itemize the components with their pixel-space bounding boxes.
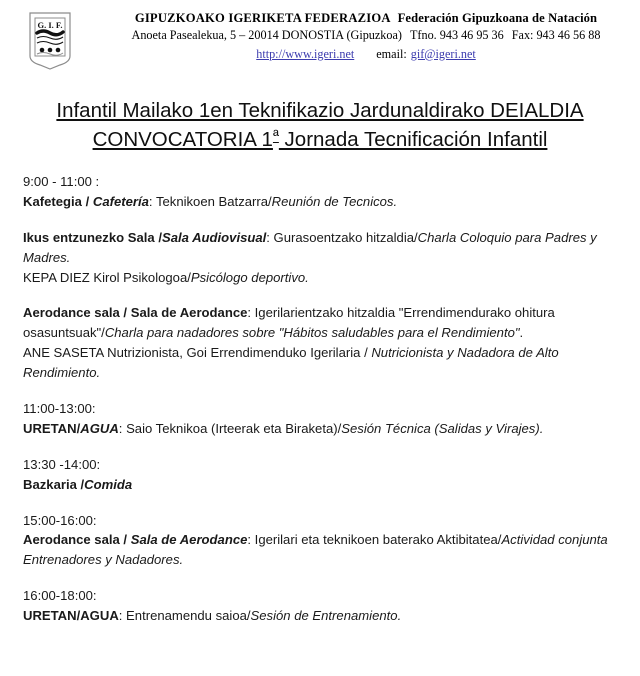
entry-line: [23, 606, 608, 626]
text-run: Sesión de Entrenamiento.: [250, 608, 402, 624]
text-run: Charla para nadadores sobre "Hábitos saludables para el Rendimiento": [104, 325, 520, 341]
schedule-entry: [23, 511, 608, 571]
contact-line: [100, 27, 632, 45]
organization-names: [100, 10, 632, 27]
text-run: Nutricionista y Nadadora de Alto Rendimiento.: [23, 345, 559, 381]
entry-line: [23, 419, 608, 439]
text-run: Aerodance sala /: [23, 532, 131, 548]
org-name-spanish: Federación Gipuzkoana de Natación: [397, 11, 598, 25]
document-title: [0, 96, 640, 154]
title-ordinal-marker: ª: [272, 128, 279, 145]
svg-text:G. I. F.: G. I. F.: [37, 20, 63, 30]
entry-line: [23, 343, 608, 383]
text-run: ANE SASETA Nutrizionista, Goi Errendimenduko Igerilaria /: [23, 345, 372, 361]
entry-time: 13:30 -14:00:: [23, 456, 101, 472]
address: Anoeta Pasealekua, 5 – 20014 DONOSTIA (Gipuzkoa): [131, 28, 402, 42]
entry-time: 16:00-18:00:: [23, 588, 97, 604]
letterhead: [0, 10, 640, 70]
text-run: Ikus entzunezko Sala /: [23, 229, 162, 245]
text-run: : Saio Teknikoa (Irteerak eta Biraketa)/: [118, 420, 342, 436]
text-run: : Entrenamendu saioa/: [118, 608, 251, 624]
website-link[interactable]: http://www.igeri.net: [256, 46, 355, 61]
text-run: Actividad conjunta Entrenadores y Nadadores.: [23, 532, 608, 568]
text-run: Aerodance sala / Sala de Aerodance: [23, 305, 248, 321]
text-run: Kafetegia /: [23, 193, 93, 209]
text-run: AGUA: [80, 420, 119, 436]
schedule-entry: [23, 303, 608, 383]
schedule-entry: [23, 399, 608, 439]
schedule-entry: [23, 586, 608, 626]
text-run: .: [519, 325, 524, 341]
text-run: Reunión de Tecnicos.: [271, 193, 398, 209]
phone: Tfno. 943 46 95 36: [409, 28, 504, 42]
title-text-basque: Infantil Mailako 1en Teknifikazio Jardunaldirako DEIALDIA: [56, 99, 584, 122]
text-run: URETAN/: [23, 420, 81, 436]
text-run: Psicólogo deportivo.: [190, 269, 309, 285]
schedule-entry: [23, 455, 608, 495]
fax: Fax: 943 46 56 88: [511, 28, 601, 42]
entry-line: [23, 530, 608, 570]
text-run: Comida: [84, 476, 133, 492]
text-run: Sesión Técnica (Salidas y Virajes).: [341, 420, 544, 436]
federation-logo: [0, 10, 100, 70]
web-contact-line: [100, 45, 632, 63]
text-run: Cafetería: [92, 193, 149, 209]
text-run: Sala Audiovisual: [161, 229, 267, 245]
title-text-spanish-pre: CONVOCATORIA 1: [92, 128, 273, 152]
text-run: : Teknikoen Batzarra/: [148, 193, 272, 209]
text-run: Sala de Aerodance: [130, 532, 248, 548]
schedule-list: [23, 172, 608, 640]
entry-line: [23, 303, 608, 343]
text-run: KEPA DIEZ Kirol Psikologoa/: [23, 269, 191, 285]
entry-time: 11:00-13:00:: [23, 401, 96, 417]
text-run: Bazkaria /: [23, 476, 85, 492]
text-run: : Igerilari eta teknikoen baterako Aktibitatea/: [247, 532, 502, 548]
entry-time: 9:00 - 11:00 :: [23, 174, 100, 189]
text-run: Charla Coloquio para Padres y Madres.: [23, 229, 597, 265]
text-run: : Gurasoentzako hitzaldia/: [266, 229, 418, 245]
title-text-spanish-post: Jornada Tecnificación Infantil: [278, 128, 548, 152]
email-label: email:: [376, 46, 407, 61]
gif-crest-icon: [28, 12, 72, 70]
entry-line: [23, 475, 608, 495]
text-run: : Igerilarientzako hitzaldia "Errendimendurako ohitura osasuntsuak"/: [23, 305, 555, 341]
email-link[interactable]: gif@igeri.net: [410, 46, 476, 61]
org-name-basque: GIPUZKOAKO IGERIKETA FEDERAZIOA: [134, 11, 391, 25]
entry-line: [23, 228, 608, 268]
entry-time: 15:00-16:00:: [23, 512, 97, 528]
schedule-entry: [23, 228, 608, 288]
text-run: URETAN/AGUA: [23, 608, 119, 624]
entry-line: [23, 268, 608, 288]
letterhead-text: [100, 10, 640, 63]
title-line-spanish: [0, 125, 640, 154]
entry-line: [23, 192, 608, 212]
schedule-entry: [23, 172, 608, 212]
title-line-basque: [0, 96, 640, 125]
